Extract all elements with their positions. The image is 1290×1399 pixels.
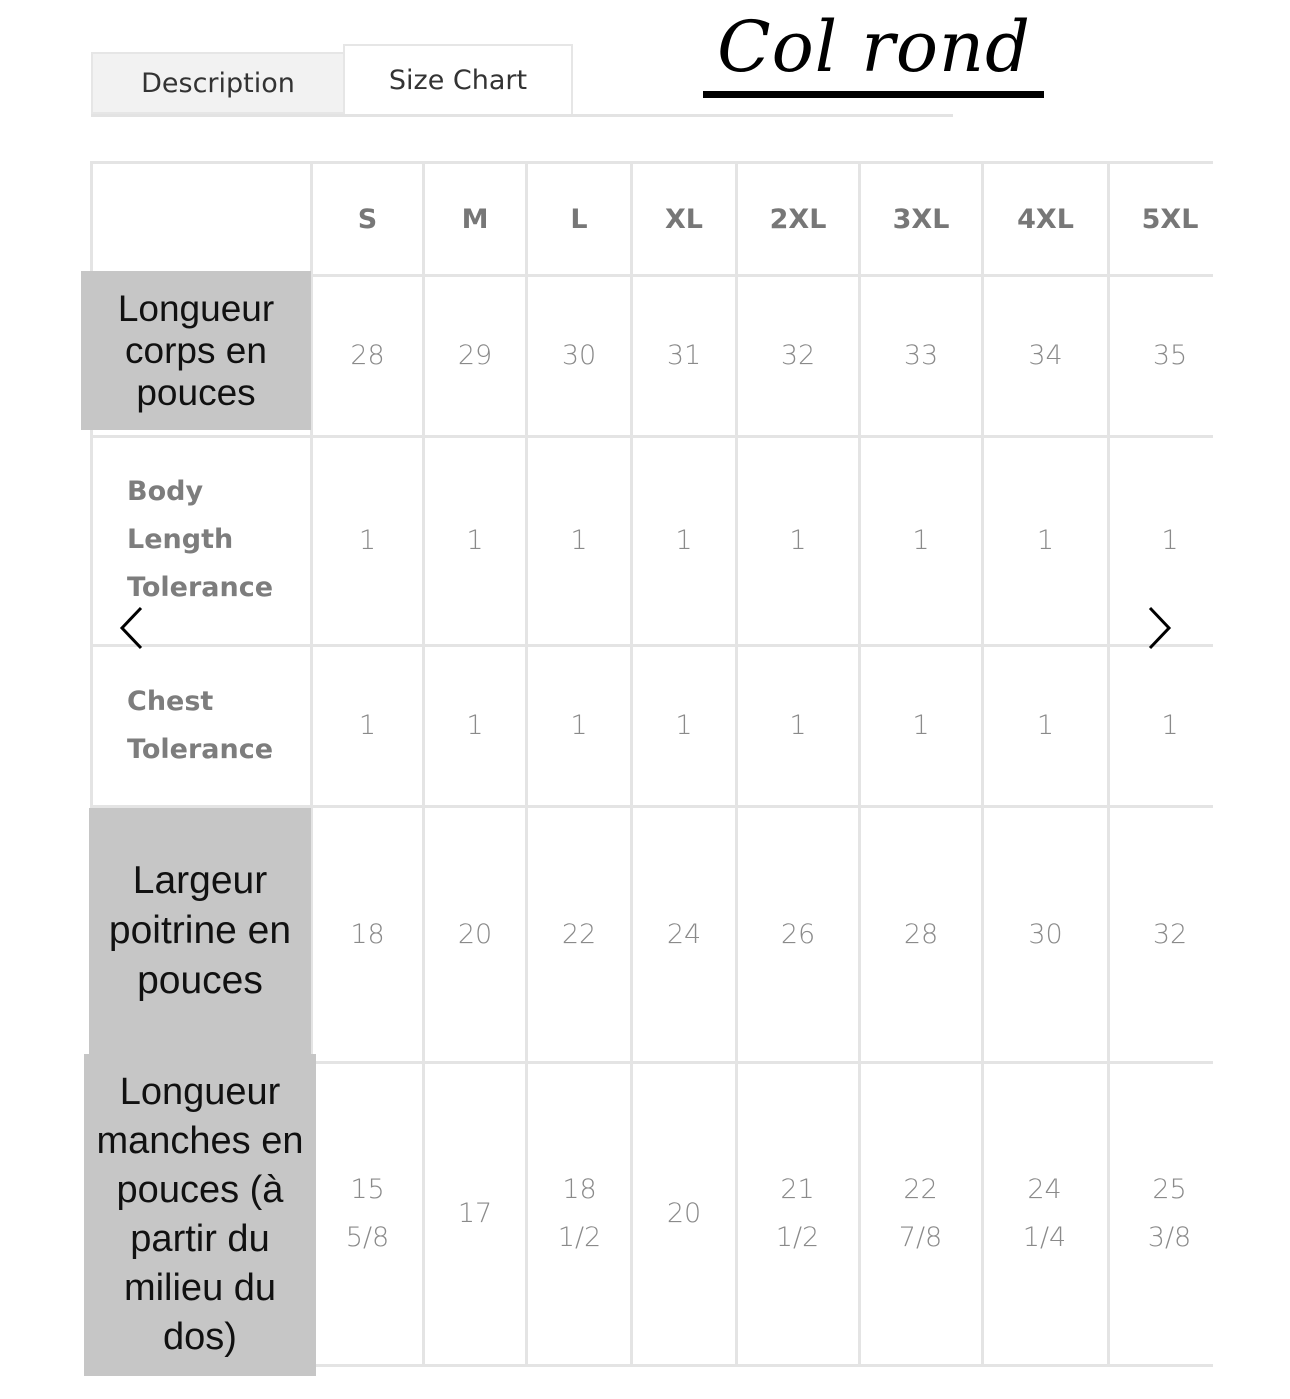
table-cell: 26 bbox=[780, 918, 816, 950]
table-cell: 20 bbox=[457, 918, 493, 950]
table-cell: 18 1/2 bbox=[557, 1174, 602, 1253]
size-header: XL bbox=[664, 203, 704, 235]
page-title: Col rond bbox=[717, 6, 1031, 88]
table-cell: 33 bbox=[903, 340, 939, 371]
table-cell: 1 bbox=[789, 710, 807, 741]
table-cell: 24 bbox=[666, 918, 702, 950]
chevron-left-icon bbox=[117, 605, 147, 651]
row-label-sleeve-length-fr: Longueur manches en pouces (à partir du milieu du dos) bbox=[84, 1054, 316, 1376]
table-cell: 32 bbox=[780, 340, 816, 371]
table-cell: 24 1/4 bbox=[1022, 1174, 1067, 1253]
table-cell: 1 bbox=[1161, 525, 1179, 556]
table-cell: 1 bbox=[1036, 525, 1055, 556]
prev-button[interactable] bbox=[112, 603, 152, 653]
table-cell: 15 5/8 bbox=[345, 1174, 390, 1253]
tab-divider bbox=[91, 114, 953, 117]
row-label-chest-tolerance: Chest Tolerance bbox=[127, 686, 274, 765]
next-button[interactable] bbox=[1139, 603, 1179, 653]
size-header: M bbox=[461, 203, 489, 235]
table-cell: 22 bbox=[561, 918, 597, 950]
table-cell: 1 bbox=[1036, 710, 1055, 741]
table-cell: 28 bbox=[903, 918, 939, 950]
title-underline bbox=[703, 91, 1044, 98]
table-cell: 34 bbox=[1028, 340, 1063, 371]
table-cell: 1 bbox=[358, 710, 377, 741]
table-cell: 1 bbox=[912, 525, 930, 556]
table-cell: 29 bbox=[457, 340, 493, 371]
tab-size-chart-label: Size Chart bbox=[388, 64, 528, 96]
size-header: 2XL bbox=[769, 203, 827, 235]
size-header: 5XL bbox=[1141, 203, 1199, 235]
table-cell: 31 bbox=[666, 340, 702, 371]
table-cell: 30 bbox=[561, 340, 597, 371]
table-cell: 1 bbox=[466, 710, 484, 741]
size-header: 3XL bbox=[892, 203, 950, 235]
table-cell: 25 3/8 bbox=[1147, 1174, 1192, 1253]
tab-description[interactable] bbox=[91, 52, 343, 114]
table-cell: 1 bbox=[789, 525, 807, 556]
table-cell: 1 bbox=[675, 710, 693, 741]
table-cell: 18 bbox=[350, 918, 385, 950]
table-cell: 21 1/2 bbox=[775, 1174, 820, 1253]
table-cell: 1 bbox=[912, 710, 930, 741]
table-cell: 1 bbox=[570, 525, 588, 556]
table-cell: 28 bbox=[350, 340, 385, 371]
size-header: 4XL bbox=[1017, 203, 1074, 235]
size-header: S bbox=[357, 203, 378, 235]
table-cell: 35 bbox=[1152, 340, 1188, 371]
table-cell: 1 bbox=[466, 525, 484, 556]
row-label-body-length-fr: Longueur corps en pouces bbox=[81, 271, 311, 430]
tab-description-label: Description bbox=[141, 67, 295, 99]
table-cell: 22 7/8 bbox=[898, 1174, 943, 1253]
table-cell: 1 bbox=[358, 525, 377, 556]
chevron-right-icon bbox=[1144, 605, 1174, 651]
row-label-body-length-tolerance: Body Length Tolerance bbox=[127, 476, 274, 603]
table-cell: 20 bbox=[666, 1198, 702, 1229]
tab-size-chart[interactable] bbox=[343, 44, 573, 114]
table-cell: 1 bbox=[570, 710, 588, 741]
table-cell: 30 bbox=[1028, 918, 1063, 950]
size-header: L bbox=[570, 203, 588, 235]
table-cell: 32 bbox=[1152, 918, 1188, 950]
table-cell: 17 bbox=[457, 1198, 493, 1229]
table-cell: 1 bbox=[1161, 710, 1179, 741]
row-label-chest-width-fr: Largeur poitrine en pouces bbox=[89, 808, 311, 1054]
table-cell: 1 bbox=[675, 525, 693, 556]
